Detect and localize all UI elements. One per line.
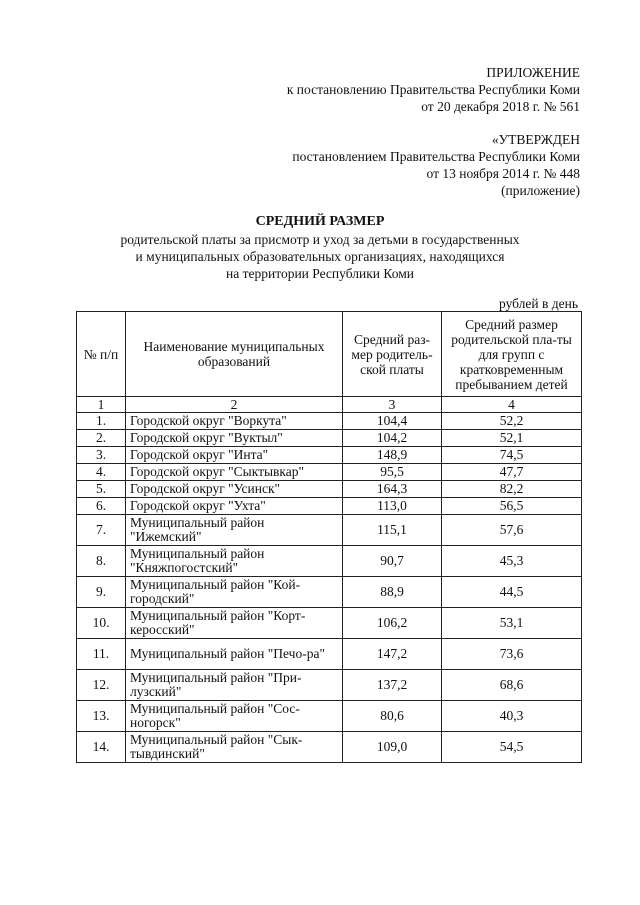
column-numbers-row <box>77 397 582 413</box>
table-row <box>77 515 582 546</box>
row-name: Муниципальный район "Сос-ногорск" <box>126 701 343 732</box>
row-number: 14. <box>77 732 126 763</box>
table-row <box>77 430 582 447</box>
approved-date: от 13 ноября 2014 г. № 448 <box>426 166 580 181</box>
approved-line: постановлением Правительства Республики Коми <box>292 149 580 164</box>
row-short-stay-fee: 52,2 <box>442 413 582 430</box>
row-number: 6. <box>77 498 126 515</box>
table-row <box>77 608 582 639</box>
table-row <box>77 498 582 515</box>
table-row <box>77 701 582 732</box>
row-short-stay-fee: 73,6 <box>442 639 582 670</box>
row-avg-fee: 80,6 <box>343 701 442 732</box>
row-name: Городской округ "Усинск" <box>126 481 343 498</box>
row-avg-fee: 104,4 <box>343 413 442 430</box>
row-name: Городской округ "Инта" <box>126 447 343 464</box>
row-short-stay-fee: 53,1 <box>442 608 582 639</box>
row-short-stay-fee: 47,7 <box>442 464 582 481</box>
approved-label: «УТВЕРЖДЕН <box>491 132 580 147</box>
row-short-stay-fee: 44,5 <box>442 577 582 608</box>
title-sub-2: и муниципальных образовательных организациях, находящихся <box>135 249 505 264</box>
row-number: 9. <box>77 577 126 608</box>
header-avg: Средний раз-мер родитель-ской платы <box>343 312 442 397</box>
row-number: 8. <box>77 546 126 577</box>
title-sub-1: родительской платы за присмотр и уход за детьми в государственных <box>120 232 520 247</box>
row-number: 3. <box>77 447 126 464</box>
row-short-stay-fee: 56,5 <box>442 498 582 515</box>
document-title <box>0 213 640 282</box>
row-avg-fee: 95,5 <box>343 464 442 481</box>
row-short-stay-fee: 54,5 <box>442 732 582 763</box>
title-main: СРЕДНИЙ РАЗМЕР <box>255 214 385 229</box>
table-row <box>77 413 582 430</box>
row-name: Муниципальный район "Княжпогостский" <box>126 546 343 577</box>
row-number: 2. <box>77 430 126 447</box>
row-avg-fee: 88,9 <box>343 577 442 608</box>
row-number: 1. <box>77 413 126 430</box>
row-name: Муниципальный район "Ижемский" <box>126 515 343 546</box>
colnum-4: 4 <box>442 397 582 413</box>
table-row <box>77 732 582 763</box>
colnum-2: 2 <box>126 397 343 413</box>
row-avg-fee: 106,2 <box>343 608 442 639</box>
table-row <box>77 447 582 464</box>
row-short-stay-fee: 45,3 <box>442 546 582 577</box>
header-name: Наименование муниципальных образований <box>126 312 343 397</box>
approved-note: (приложение) <box>501 183 580 198</box>
row-number: 13. <box>77 701 126 732</box>
row-avg-fee: 137,2 <box>343 670 442 701</box>
row-avg-fee: 115,1 <box>343 515 442 546</box>
title-sub-3: на территории Республики Коми <box>226 266 414 281</box>
row-name: Муниципальный район "Печо-ра" <box>126 639 343 670</box>
row-number: 5. <box>77 481 126 498</box>
row-name: Муниципальный район "Корт-керосский" <box>126 608 343 639</box>
row-short-stay-fee: 74,5 <box>442 447 582 464</box>
row-avg-fee: 147,2 <box>343 639 442 670</box>
table-row <box>77 464 582 481</box>
row-name: Городской округ "Сыктывкар" <box>126 464 343 481</box>
colnum-1: 1 <box>77 397 126 413</box>
row-name: Городской округ "Ухта" <box>126 498 343 515</box>
table-row <box>77 481 582 498</box>
row-name: Муниципальный район "При-лузский" <box>126 670 343 701</box>
table-row <box>77 639 582 670</box>
appendix-header <box>287 64 580 115</box>
appendix-label: ПРИЛОЖЕНИЕ <box>486 65 580 80</box>
resolution-date: от 20 декабря 2018 г. № 561 <box>421 99 580 114</box>
row-number: 10. <box>77 608 126 639</box>
row-short-stay-fee: 52,1 <box>442 430 582 447</box>
row-short-stay-fee: 82,2 <box>442 481 582 498</box>
table-row <box>77 577 582 608</box>
row-avg-fee: 164,3 <box>343 481 442 498</box>
table-header-row <box>77 312 582 397</box>
fees-table <box>76 311 582 763</box>
unit-label: рублей в день <box>499 296 578 311</box>
row-avg-fee: 90,7 <box>343 546 442 577</box>
header-short: Средний размер родительской пла-ты для групп с кратковременным пребыванием детей <box>442 312 582 397</box>
resolution-line: к постановлению Правительства Республики Коми <box>286 82 580 97</box>
row-name: Городской округ "Вуктыл" <box>126 430 343 447</box>
row-number: 12. <box>77 670 126 701</box>
row-number: 4. <box>77 464 126 481</box>
header-num: № п/п <box>77 312 126 397</box>
row-short-stay-fee: 40,3 <box>442 701 582 732</box>
row-name: Муниципальный район "Сык-тывдинский" <box>126 732 343 763</box>
row-avg-fee: 148,9 <box>343 447 442 464</box>
row-short-stay-fee: 68,6 <box>442 670 582 701</box>
table-row <box>77 546 582 577</box>
row-avg-fee: 104,2 <box>343 430 442 447</box>
table-row <box>77 670 582 701</box>
row-name: Муниципальный район "Кой-городский" <box>126 577 343 608</box>
colnum-3: 3 <box>343 397 442 413</box>
row-number: 7. <box>77 515 126 546</box>
table-body <box>77 397 582 763</box>
row-avg-fee: 113,0 <box>343 498 442 515</box>
row-number: 11. <box>77 639 126 670</box>
row-avg-fee: 109,0 <box>343 732 442 763</box>
row-short-stay-fee: 57,6 <box>442 515 582 546</box>
approved-header <box>292 131 580 199</box>
row-name: Городской округ "Воркута" <box>126 413 343 430</box>
